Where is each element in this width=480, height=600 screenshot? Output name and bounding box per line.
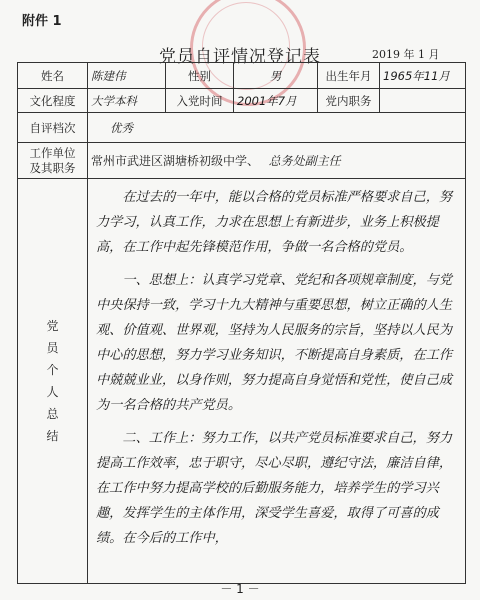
- summary-paragraph-ideology: 一、思想上：认真学习党章、党纪和各项规章制度，与党中央保持一致，学习十九大精神与重要思想，树立正确的人生观、价值观、世界观，坚持为人民服务的宗旨，坚持以人民为中心的思想，努力学习业务知识，不断提高自身素质，在工作中兢兢业业，以身作则，努力提高自身觉悟和党性，使自己成为一名合格的共产党员。: [96, 273, 453, 413]
- row-education: [18, 89, 466, 113]
- summary-paragraph-intro: 在过去的一年中，能以合格的党员标准严格要求自己，努力学习，认真工作，力求在思想上有新进步，业务上积极提高，在工作中起先锋模范作用，争做一名合格的党员。: [96, 190, 453, 255]
- name-value: 陈建伟: [88, 63, 166, 89]
- gender-value: 男: [234, 63, 318, 89]
- summary-label: [18, 179, 88, 584]
- row-self-grade: [18, 113, 466, 143]
- gender-label: 性别: [166, 63, 234, 89]
- workplace-school: 常州市武进区湖塘桥初级中学、: [91, 154, 260, 168]
- form-date: 2019 年 1 月: [372, 48, 440, 61]
- party-position-value: [380, 89, 466, 113]
- row-name: [18, 63, 466, 89]
- workplace-label-line2: 及其职务: [29, 160, 76, 175]
- name-label: 姓名: [18, 63, 88, 89]
- education-value: 大学本科: [88, 89, 166, 113]
- party-position-label: 党内职务: [318, 89, 380, 113]
- summary-body: [88, 179, 466, 584]
- summary-paragraph-work: 二、工作上：努力工作，以共产党员标准要求自己，努力提高工作效率，忠于职守，尽心尽职，遵纪守法，廉洁自律，在工作中努力提高学校的后勤服务能力，培养学生的学习兴趣，发挥学生的主体作用，深受学生喜爱，取得了可喜的成绩。在今后的工作中，: [96, 431, 453, 546]
- join-date-value: 2001年7月: [234, 89, 318, 113]
- workplace-label: [18, 143, 88, 179]
- self-grade-value: 优秀: [88, 113, 466, 143]
- page-number: － 1 －: [220, 582, 260, 596]
- workplace-label-line1: 工作单位: [29, 145, 76, 160]
- attachment-label: 附件 1: [22, 14, 62, 29]
- row-summary: [18, 179, 466, 584]
- workplace-value: [88, 143, 466, 179]
- education-label: 文化程度: [18, 89, 88, 113]
- self-grade-label: 自评档次: [18, 113, 88, 143]
- form-title: 党员自评情况登记表: [159, 47, 321, 67]
- workplace-position: 总务处副主任: [268, 154, 341, 168]
- registration-form-table: [17, 62, 466, 584]
- birth-value: 1965年11月: [380, 63, 466, 89]
- join-date-label: 入党时间: [166, 89, 234, 113]
- birth-label: 出生年月: [318, 63, 380, 89]
- row-workplace: [18, 143, 466, 179]
- summary-label-text: 党员个人总结: [46, 319, 59, 443]
